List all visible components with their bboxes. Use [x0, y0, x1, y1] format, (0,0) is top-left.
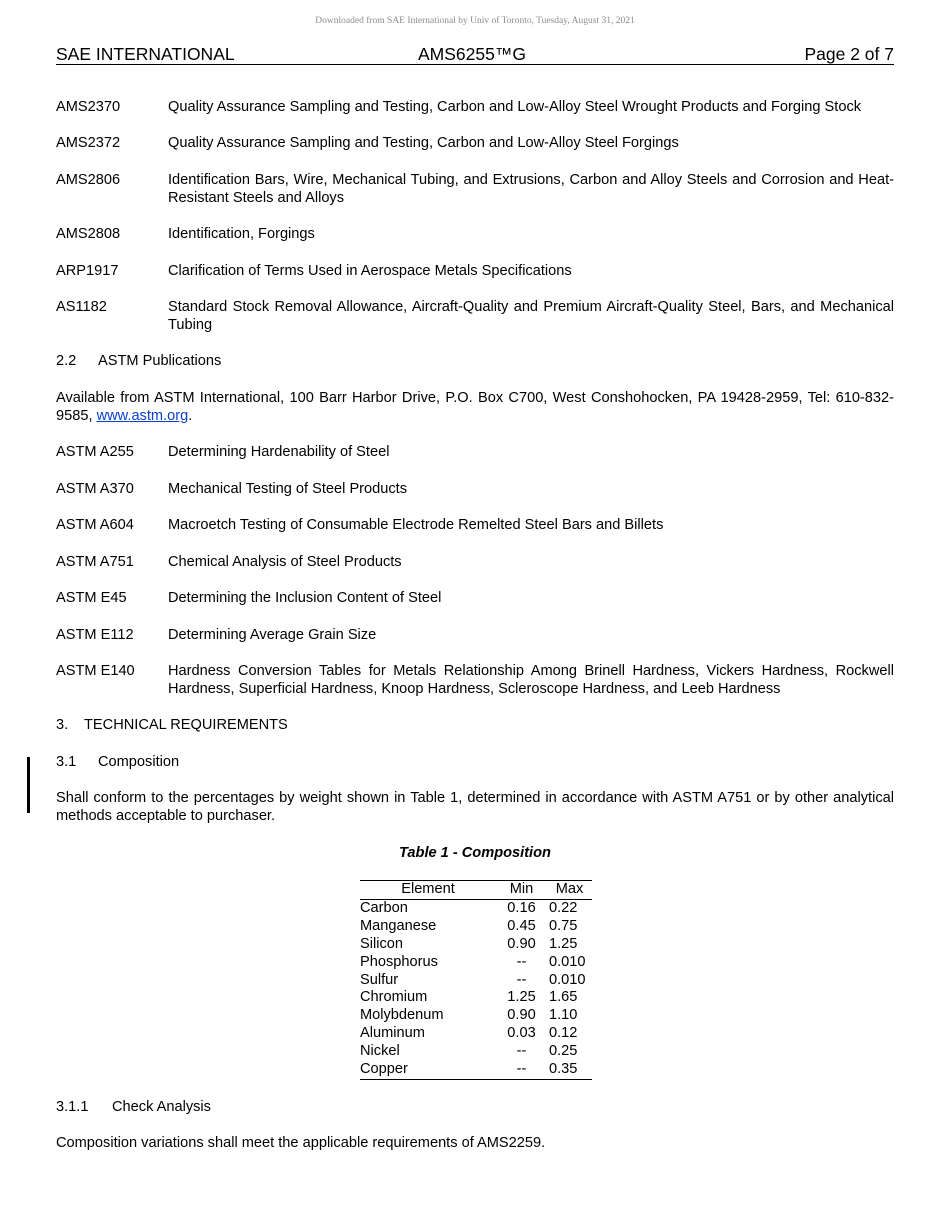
reference-item — [56, 225, 894, 243]
section-heading-3-1 — [56, 753, 179, 771]
reference-title: Chemical Analysis of Steel Products — [168, 554, 402, 570]
reference-item — [56, 98, 894, 116]
reference-title: Clarification of Terms Used in Aerospace Metals Specifications — [168, 263, 572, 279]
cell-min: 0.16 — [507, 899, 536, 916]
cell-min: 0.45 — [507, 917, 536, 934]
table-row — [360, 936, 592, 954]
table-row — [360, 918, 592, 936]
table-row — [360, 1007, 592, 1025]
reference-title: Determining Hardenability of Steel — [168, 444, 390, 460]
section-number: 2.2 — [56, 353, 77, 369]
table-row — [360, 989, 592, 1007]
cell-min: -- — [496, 1061, 547, 1079]
column-header-element: Element — [360, 881, 496, 900]
header-doc-number: AMS6255™G — [418, 44, 526, 64]
reference-code: AMS2808 — [56, 226, 121, 242]
cell-max: 0.75 — [549, 917, 578, 934]
reference-title: Standard Stock Removal Allowance, Aircraft-Quality and Premium Aircraft-Quality Steel, Bars, and Mechanical Tubing — [168, 299, 894, 333]
reference-code: ASTM A604 — [56, 517, 134, 533]
cell-max: 1.25 — [549, 935, 578, 952]
reference-title: Mechanical Testing of Steel Products — [168, 481, 408, 497]
reference-title: Determining the Inclusion Content of Steel — [168, 590, 442, 606]
cell-max: 0.35 — [547, 1061, 592, 1079]
astm-address-end: . — [188, 408, 193, 424]
reference-title: Determining Average Grain Size — [168, 627, 377, 643]
cell-min: -- — [516, 953, 527, 970]
cell-element: Manganese — [360, 917, 437, 934]
reference-title: Identification Bars, Wire, Mechanical Tubing, and Extrusions, Carbon and Alloy Steels and Corrosion and Heat-Resistant Steels and Alloys — [168, 172, 894, 206]
table-row — [360, 1043, 592, 1061]
reference-code: AMS2372 — [56, 135, 121, 151]
table-caption: Table 1 - Composition — [399, 845, 551, 861]
section-number: 3.1.1 — [56, 1099, 89, 1115]
page-header — [56, 44, 894, 65]
header-org: SAE INTERNATIONAL — [56, 44, 235, 64]
section-number: 3. — [56, 717, 69, 733]
reference-code: ASTM A255 — [56, 444, 134, 460]
cell-element: Sulfur — [360, 971, 399, 988]
cell-element: Copper — [360, 1061, 496, 1079]
section-title: Check Analysis — [112, 1099, 211, 1115]
cell-min: 0.90 — [507, 1007, 536, 1024]
cell-max: 0.22 — [549, 899, 578, 916]
section-title: ASTM Publications — [98, 353, 222, 369]
reference-code: ASTM E140 — [56, 663, 135, 679]
reference-item — [56, 171, 894, 207]
cell-element: Chromium — [360, 989, 428, 1006]
table-row — [360, 899, 592, 917]
reference-item — [56, 553, 894, 571]
reference-code: AS1182 — [56, 299, 107, 315]
reference-item — [56, 662, 894, 698]
reference-item — [56, 480, 894, 498]
reference-title: Quality Assurance Sampling and Testing, Carbon and Low-Alloy Steel Forgings — [168, 135, 679, 151]
section-number: 3.1 — [56, 754, 77, 770]
table-row — [360, 1061, 592, 1079]
astm-website-link[interactable]: www.astm.org — [96, 408, 189, 424]
cell-element: Molybdenum — [360, 1007, 444, 1024]
section-heading-3 — [56, 716, 288, 734]
reference-item — [56, 516, 894, 534]
cell-element: Silicon — [360, 935, 403, 952]
table-header-row — [360, 881, 592, 900]
cell-min: 0.03 — [507, 1025, 536, 1042]
cell-max: 1.10 — [549, 1007, 578, 1024]
cell-element: Phosphorus — [360, 953, 438, 970]
composition-paragraph: Shall conform to the percentages by weight shown in Table 1, determined in accordance with ASTM A751 or by other analytical methods acceptable to purchaser. — [56, 790, 894, 824]
reference-item — [56, 443, 894, 461]
revision-change-bar — [27, 757, 30, 813]
check-analysis-paragraph: Composition variations shall meet the applicable requirements of AMS2259. — [56, 1135, 546, 1151]
section-heading-3-1-1 — [56, 1098, 211, 1116]
cell-element: Carbon — [360, 899, 408, 916]
reference-title: Quality Assurance Sampling and Testing, Carbon and Low-Alloy Steel Wrought Products and Forging Stock — [168, 99, 862, 115]
header-page-number: Page 2 of 7 — [804, 44, 894, 64]
table-row — [360, 972, 592, 990]
column-header-min: Min — [496, 881, 547, 900]
reference-title: Identification, Forgings — [168, 226, 315, 242]
composition-table — [360, 880, 592, 1080]
reference-code: ASTM A751 — [56, 554, 134, 570]
astm-address-text: Available from ASTM International, 100 Barr Harbor Drive, P.O. Box C700, West Conshohocken, PA 19428-2959, Tel: 610-832-9585, — [56, 390, 894, 424]
section-title: TECHNICAL REQUIREMENTS — [84, 717, 288, 733]
section-heading-2-2 — [56, 352, 221, 370]
reference-code: AMS2806 — [56, 172, 121, 188]
column-header-max: Max — [547, 881, 592, 900]
reference-code: ASTM E45 — [56, 590, 127, 606]
reference-item — [56, 262, 894, 280]
reference-code: ASTM A370 — [56, 481, 134, 497]
cell-min: -- — [516, 971, 527, 988]
reference-title: Macroetch Testing of Consumable Electrode Remelted Steel Bars and Billets — [168, 517, 664, 533]
cell-min: 0.90 — [507, 935, 536, 952]
reference-code: ARP1917 — [56, 263, 119, 279]
table-row — [360, 954, 592, 972]
table-row — [360, 1025, 592, 1043]
cell-element: Aluminum — [360, 1025, 425, 1042]
cell-max: 0.010 — [549, 971, 586, 988]
reference-code: AMS2370 — [56, 99, 121, 115]
cell-min: -- — [516, 1043, 527, 1060]
cell-element: Nickel — [360, 1043, 400, 1060]
astm-availability-paragraph — [56, 389, 894, 425]
cell-max: 0.010 — [549, 953, 586, 970]
reference-item — [56, 134, 894, 152]
reference-item — [56, 626, 894, 644]
reference-item — [56, 589, 894, 607]
reference-code: ASTM E112 — [56, 627, 134, 643]
section-title: Composition — [98, 754, 180, 770]
cell-max: 0.25 — [549, 1043, 578, 1060]
cell-max: 1.65 — [549, 989, 578, 1006]
download-watermark: Downloaded from SAE International by Univ of Toronto, Tuesday, August 31, 2021 — [315, 16, 635, 26]
reference-item — [56, 298, 894, 334]
cell-max: 0.12 — [549, 1025, 578, 1042]
reference-title: Hardness Conversion Tables for Metals Relationship Among Brinell Hardness, Vickers Hardness, Rockwell Hardness, Superficial Hardness, Knoop Hardness, Scleroscope Hardness, and Leeb Hardness — [168, 663, 894, 697]
cell-min: 1.25 — [507, 989, 536, 1006]
